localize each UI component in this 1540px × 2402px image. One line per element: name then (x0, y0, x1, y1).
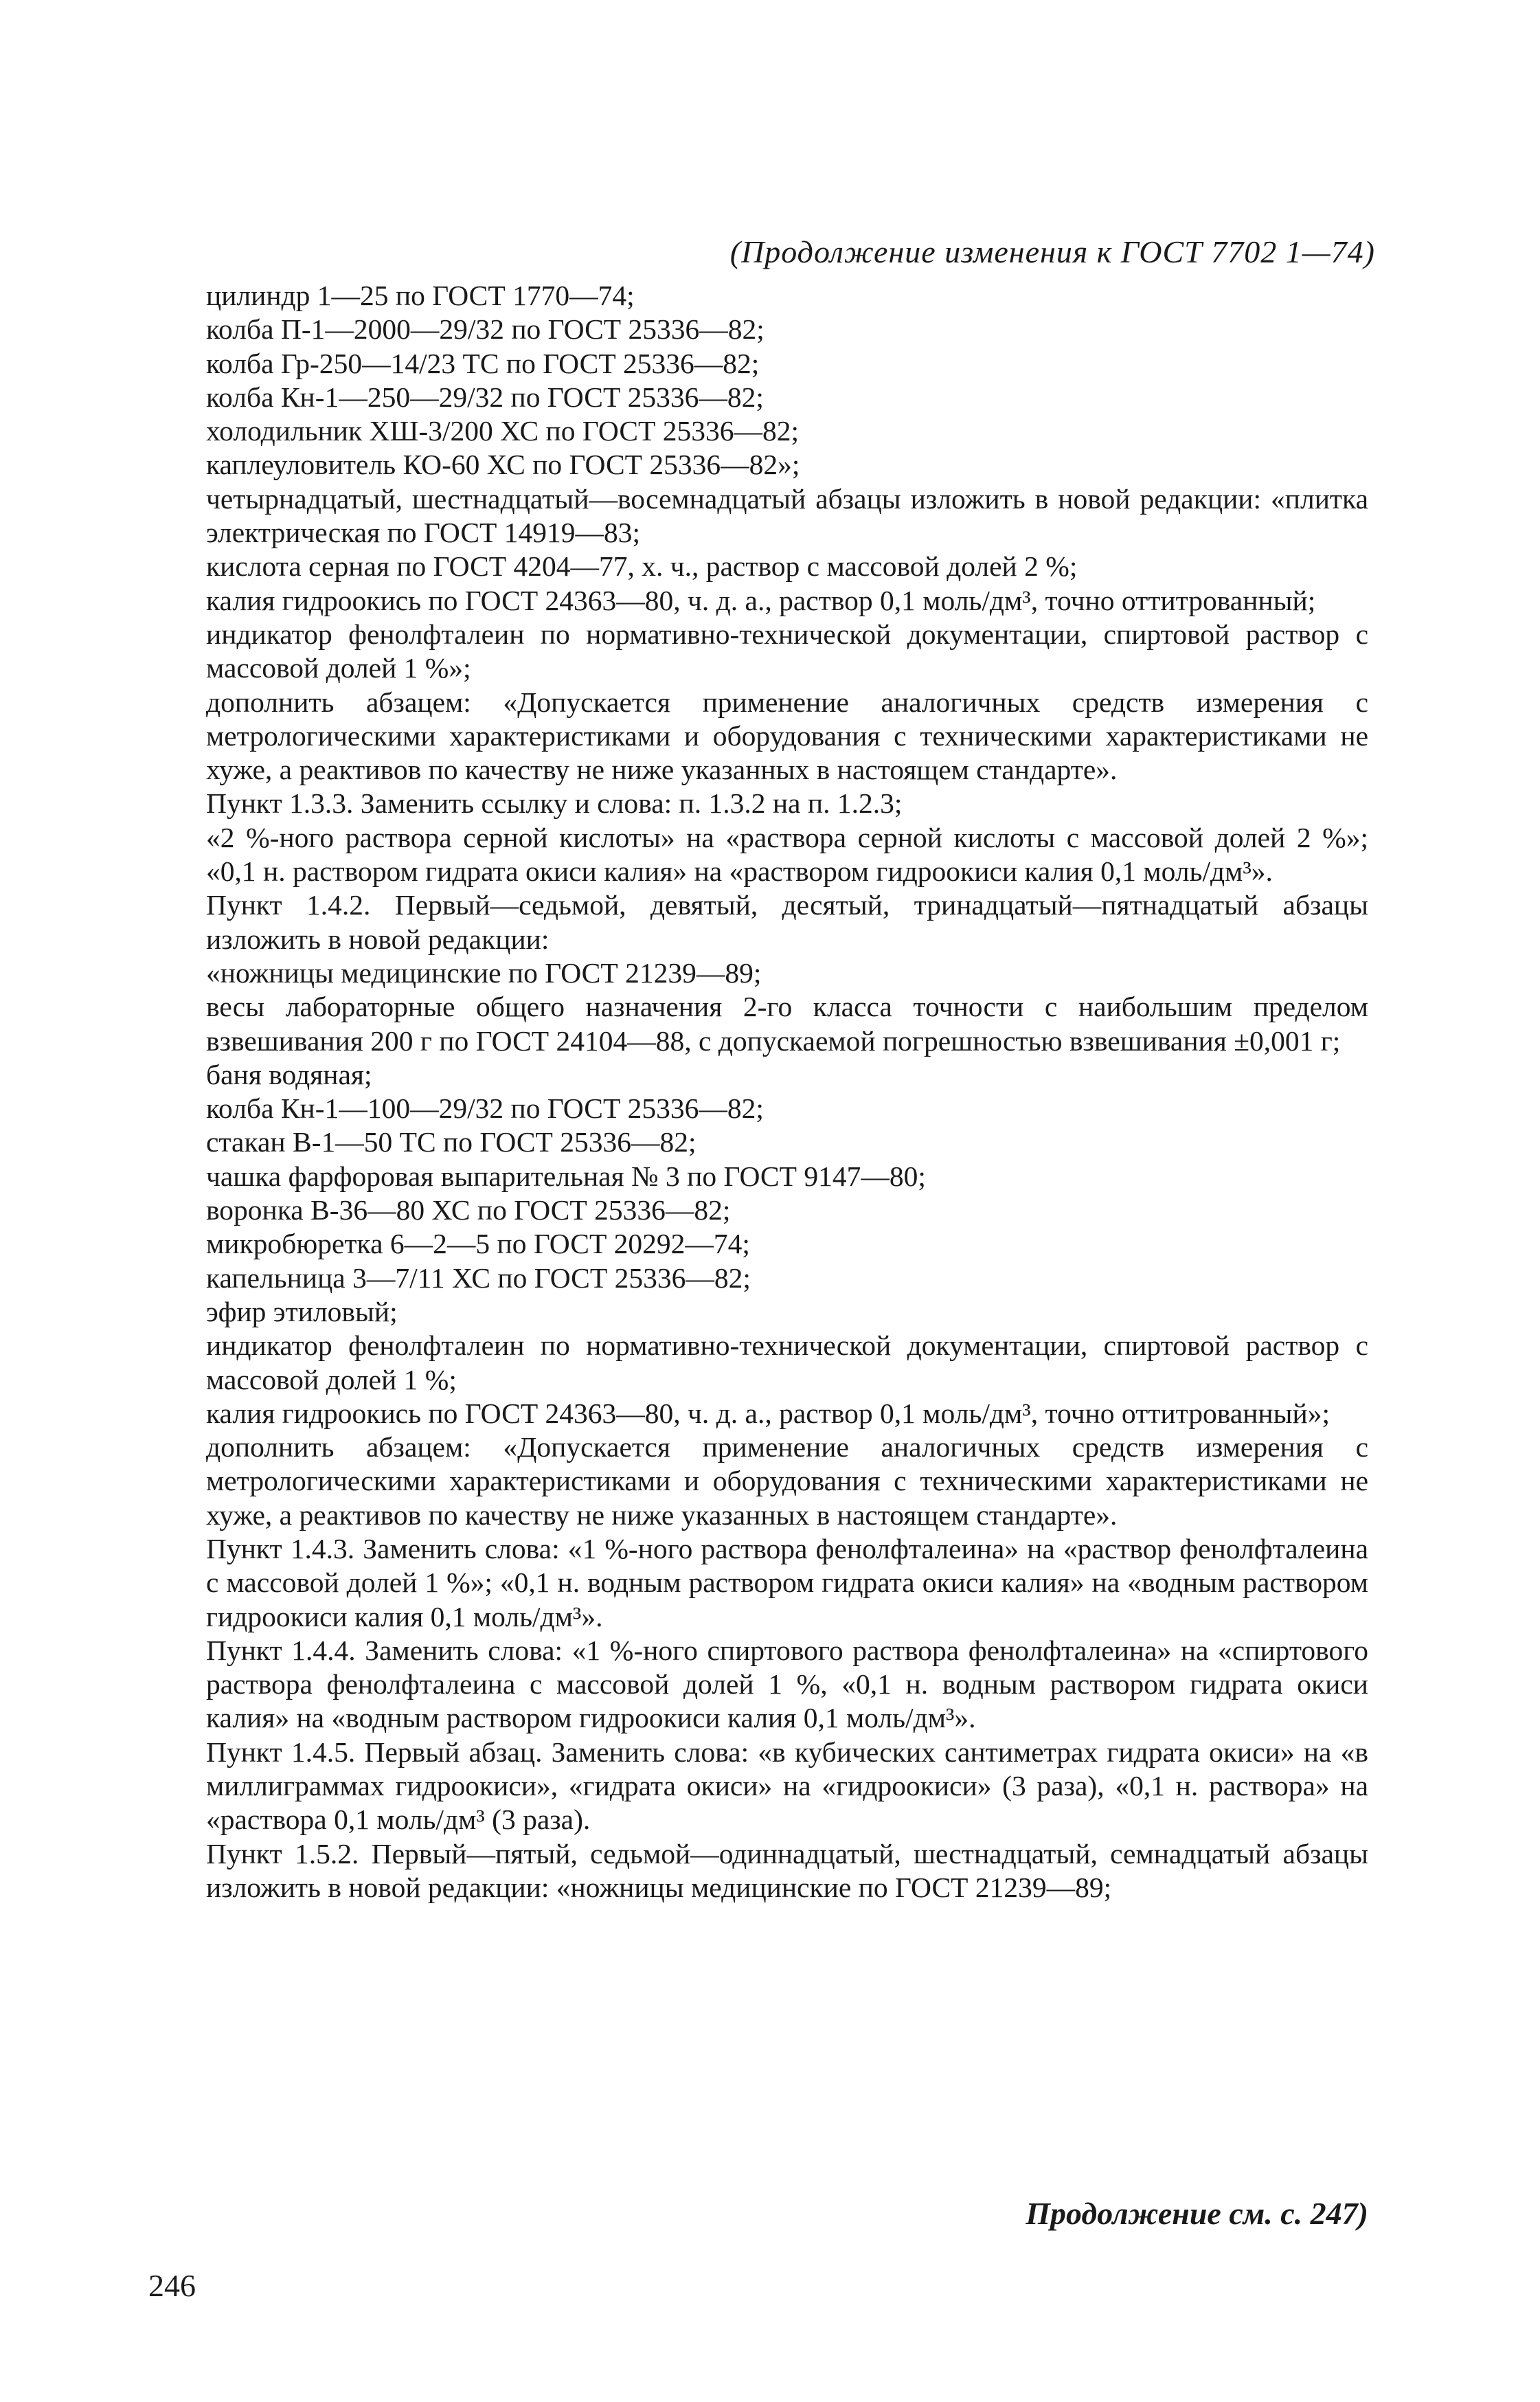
paragraph: четырнадцатый, шестнадцатый—восемнадцатый абзацы изложить в новой редакции: «плитка электрическая по ГОСТ 14919—83; (206, 482, 1368, 549)
paragraph: «ножницы медицинские по ГОСТ 21239—89; (206, 956, 762, 989)
paragraph: «2 %-ного раствора серной кислоты» на «раствора серной кислоты с массовой долей 2 %»; «0,1 н. раствором гидрата окиси калия» на «раствором гидроокиси калия 0,1 моль/дм³». (206, 821, 1368, 888)
paragraph: Пункт 1.5.2. Первый—пятый, седьмой—одиннадцатый, шестнадцатый, семнадцатый абзацы изложить в новой редакции: «ножницы медицинские по ГОСТ 21239—89; (206, 1837, 1368, 1903)
paragraph: колба П-1—2000—29/32 по ГОСТ 25336—82; (206, 313, 765, 346)
paragraph: колба Кн-1—100—29/32 по ГОСТ 25336—82; (206, 1092, 764, 1125)
paragraph: Пункт 1.4.2. Первый—седьмой, девятый, десятый, тринадцатый—пятнадцатый абзацы изложить в новой редакции: (206, 889, 1368, 955)
paragraph: каплеуловитель КО-60 ХС по ГОСТ 25336—82»; (206, 449, 800, 481)
paragraph: Пункт 1.4.5. Первый абзац. Заменить слова: «в кубических сантиметрах гидрата окиси» на «в миллиграммах гидроокиси», «гидрата окиси» на «гидроокиси» (3 раза), «0,1 н. раствора» на «раствора 0,1 моль/дм³ (3 раза). (206, 1736, 1368, 1836)
continuation-note: Продолжение см. с. 247) (1026, 2196, 1368, 2231)
paragraph: микробюретка 6—2—5 по ГОСТ 20292—74; (206, 1228, 750, 1260)
page-number: 246 (148, 2268, 196, 2303)
page-header: (Продолжение изменения к ГОСТ 7702 1—74) (729, 234, 1375, 269)
paragraph: баня водяная; (206, 1058, 372, 1090)
paragraph: Пункт 1.4.3. Заменить слова: «1 %-ного раствора фенолфталеина» на «раствор фенолфталеина с массовой долей 1 %»; «0,1 н. водным раствором гидрата окиси калия» на «водным раствором гидроокиси калия 0,1 моль/дм³». (206, 1532, 1368, 1632)
paragraph: калия гидроокись по ГОСТ 24363—80, ч. д. а., раствор 0,1 моль/дм³, точно оттитрованный»; (206, 1397, 1330, 1429)
paragraph: колба Кн-1—250—29/32 по ГОСТ 25336—82; (206, 381, 764, 413)
paragraph: дополнить абзацем: «Допускается применение аналогичных средств измерения с метрологическими характеристиками и оборудования с техническими характеристиками не хуже, а реактивов по качеству не ниже указанных в настоящем стандарте». (206, 1431, 1368, 1531)
paragraph: капельница 3—7/11 ХС по ГОСТ 25336—82; (206, 1261, 751, 1294)
paragraph: эфир этиловый; (206, 1295, 398, 1327)
body-text (206, 279, 1368, 1905)
paragraph: весы лабораторные общего назначения 2-го класса точности с наибольшим пределом взвешивания 200 г по ГОСТ 24104—88, с допускаемой погрешностью взвешивания ±0,001 г; (206, 991, 1368, 1057)
paragraph: калия гидроокись по ГОСТ 24363—80, ч. д. а., раствор 0,1 моль/дм³, точно оттитрованный; (206, 584, 1316, 616)
paragraph: кислота серная по ГОСТ 4204—77, х. ч., раствор с массовой долей 2 %; (206, 550, 1078, 583)
paragraph: индикатор фенолфталеин по нормативно-технической документации, спиртовой раствор с массовой долей 1 %»; (206, 618, 1368, 684)
paragraph: воронка В-36—80 ХС по ГОСТ 25336—82; (206, 1194, 731, 1226)
paragraph: чашка фарфоровая выпарительная № 3 по ГОСТ 9147—80; (206, 1160, 926, 1192)
paragraph: индикатор фенолфталеин по нормативно-технической документации, спиртовой раствор с массовой долей 1 %; (206, 1329, 1368, 1395)
paragraph: дополнить абзацем: «Допускается применение аналогичных средств измерения с метрологическими характеристиками и оборудования с техническими характеристиками не хуже, а реактивов по качеству не ниже указанных в настоящем стандарте». (206, 686, 1368, 786)
paragraph: колба Гр-250—14/23 ТС по ГОСТ 25336—82; (206, 347, 760, 379)
paragraph: холодильник ХШ-3/200 ХС по ГОСТ 25336—82; (206, 415, 800, 447)
paragraph: Пункт 1.3.3. Заменить ссылку и слова: п. 1.3.2 на п. 1.2.3; (206, 787, 903, 820)
paragraph: стакан В-1—50 ТС по ГОСТ 25336—82; (206, 1126, 697, 1158)
paragraph: цилиндр 1—25 по ГОСТ 1770—74; (206, 280, 635, 311)
paragraph: Пункт 1.4.4. Заменить слова: «1 %-ного спиртового раствора фенолфталеина» на «спиртового раствора фенолфталеина с массовой долей 1 %, «0,1 н. водным раствором гидрата окиси калия» на «водным раствором гидроокиси калия 0,1 моль/дм³». (206, 1634, 1368, 1734)
